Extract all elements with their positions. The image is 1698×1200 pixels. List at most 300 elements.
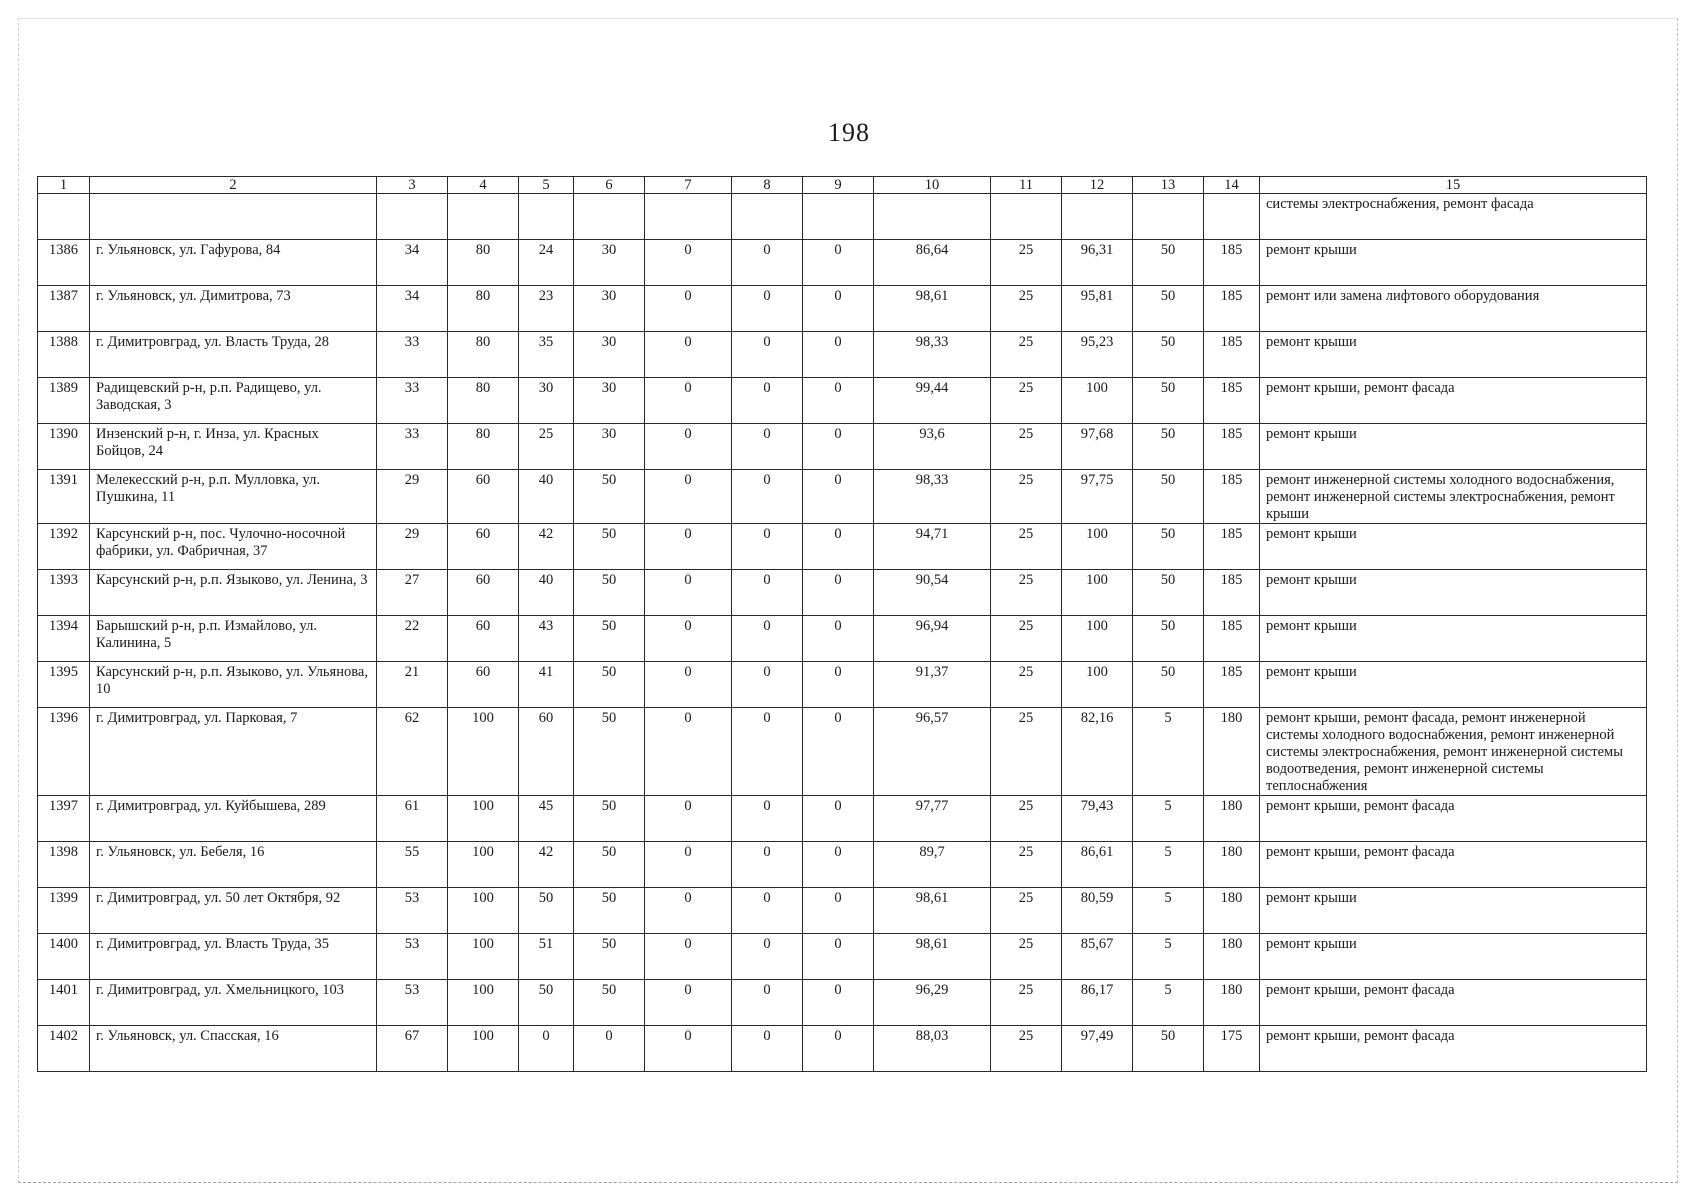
cell-value: 97,68 [1062, 424, 1133, 470]
cell-value: 0 [732, 470, 803, 524]
cell-value: 0 [732, 424, 803, 470]
cell-value: 0 [803, 240, 874, 286]
cell-value: 0 [732, 796, 803, 842]
cell-value: 34 [377, 286, 448, 332]
column-header: 6 [574, 177, 645, 194]
cell-value: 27 [377, 570, 448, 616]
cell-value: 100 [1062, 570, 1133, 616]
address-cell: Карсунский р-н, пос. Чулочно-носочной фабрики, ул. Фабричная, 37 [90, 524, 377, 570]
cell-value: 25 [991, 796, 1062, 842]
cell-value: 100 [448, 796, 519, 842]
table-row [38, 570, 1647, 616]
works-cell: ремонт крыши [1260, 524, 1647, 570]
cell-value: 0 [732, 616, 803, 662]
cell-value: 50 [574, 470, 645, 524]
cell-value: 180 [1204, 980, 1260, 1026]
cell-value: 88,03 [874, 1026, 991, 1072]
cell-value: 96,31 [1062, 240, 1133, 286]
cell-value: 29 [377, 470, 448, 524]
cell-value: 40 [519, 470, 574, 524]
cell-value: 50 [1133, 332, 1204, 378]
table-row [38, 332, 1647, 378]
cell-value: 0 [645, 796, 732, 842]
cell-value: 97,77 [874, 796, 991, 842]
row-number-cell: 1402 [38, 1026, 90, 1072]
cell-value: 95,81 [1062, 286, 1133, 332]
cell-value: 60 [448, 470, 519, 524]
cell-value: 60 [448, 662, 519, 708]
works-cell: ремонт крыши, ремонт фасада [1260, 378, 1647, 424]
works-cell: ремонт или замена лифтового оборудования [1260, 286, 1647, 332]
cell-value: 0 [574, 1026, 645, 1072]
works-cell: ремонт крыши [1260, 424, 1647, 470]
cell-value: 35 [519, 332, 574, 378]
cell-value: 50 [574, 708, 645, 796]
cell-value: 50 [574, 796, 645, 842]
cell-value: 0 [803, 616, 874, 662]
cell-value: 50 [1133, 424, 1204, 470]
cell-value: 50 [519, 888, 574, 934]
cell-value: 97,75 [1062, 470, 1133, 524]
table-body [38, 194, 1647, 1072]
cell-value: 93,6 [874, 424, 991, 470]
cell-value: 79,43 [1062, 796, 1133, 842]
cell-value: 80 [448, 240, 519, 286]
cell-value: 0 [803, 378, 874, 424]
cell-value: 0 [803, 1026, 874, 1072]
cell-value: 100 [448, 980, 519, 1026]
cell-value: 25 [991, 662, 1062, 708]
table-row [38, 888, 1647, 934]
cell-value: 33 [377, 332, 448, 378]
cell-value: 82,16 [1062, 708, 1133, 796]
cell-value: 43 [519, 616, 574, 662]
cell-value: 180 [1204, 842, 1260, 888]
cell-value: 50 [574, 524, 645, 570]
register-table [37, 176, 1647, 1072]
table-row [38, 240, 1647, 286]
cell-value: 80,59 [1062, 888, 1133, 934]
cell-value: 25 [991, 934, 1062, 980]
works-cell: ремонт крыши [1260, 662, 1647, 708]
address-cell: г. Димитровград, ул. Хмельницкого, 103 [90, 980, 377, 1026]
cell-value: 50 [1133, 378, 1204, 424]
cell-value: 50 [574, 616, 645, 662]
cell-value [732, 194, 803, 240]
cell-value: 41 [519, 662, 574, 708]
table-row [38, 662, 1647, 708]
address-cell: г. Димитровград, ул. 50 лет Октября, 92 [90, 888, 377, 934]
cell-value: 25 [991, 708, 1062, 796]
cell-value: 0 [803, 470, 874, 524]
cell-value: 185 [1204, 524, 1260, 570]
cell-value: 86,64 [874, 240, 991, 286]
table-row [38, 194, 1647, 240]
cell-value: 185 [1204, 240, 1260, 286]
table-row [38, 424, 1647, 470]
cell-value: 61 [377, 796, 448, 842]
cell-value: 25 [519, 424, 574, 470]
table-header [38, 177, 1647, 194]
address-cell: Инзенский р-н, г. Инза, ул. Красных Бойцов, 24 [90, 424, 377, 470]
row-number-cell: 1399 [38, 888, 90, 934]
cell-value: 98,61 [874, 286, 991, 332]
table-row [38, 616, 1647, 662]
column-header: 11 [991, 177, 1062, 194]
cell-value: 50 [574, 662, 645, 708]
cell-value: 0 [645, 470, 732, 524]
column-header: 5 [519, 177, 574, 194]
cell-value: 5 [1133, 842, 1204, 888]
column-header: 8 [732, 177, 803, 194]
cell-value: 0 [732, 1026, 803, 1072]
column-header: 10 [874, 177, 991, 194]
cell-value: 0 [732, 240, 803, 286]
cell-value: 50 [574, 934, 645, 980]
cell-value: 23 [519, 286, 574, 332]
cell-value: 42 [519, 842, 574, 888]
works-cell: системы электроснабжения, ремонт фасада [1260, 194, 1647, 240]
address-cell: Барышский р-н, р.п. Измайлово, ул. Калинина, 5 [90, 616, 377, 662]
column-header: 3 [377, 177, 448, 194]
cell-value: 0 [645, 332, 732, 378]
cell-value: 80 [448, 286, 519, 332]
address-cell: г. Димитровград, ул. Куйбышева, 289 [90, 796, 377, 842]
cell-value: 30 [574, 286, 645, 332]
row-number-cell: 1400 [38, 934, 90, 980]
table-row [38, 934, 1647, 980]
cell-value: 25 [991, 424, 1062, 470]
cell-value: 30 [574, 240, 645, 286]
cell-value [874, 194, 991, 240]
cell-value: 51 [519, 934, 574, 980]
cell-value [645, 194, 732, 240]
cell-value: 96,29 [874, 980, 991, 1026]
table-row [38, 708, 1647, 796]
column-header: 7 [645, 177, 732, 194]
cell-value: 25 [991, 286, 1062, 332]
row-number-cell: 1398 [38, 842, 90, 888]
cell-value [519, 194, 574, 240]
cell-value: 0 [645, 570, 732, 616]
cell-value: 60 [448, 616, 519, 662]
row-number-cell: 1394 [38, 616, 90, 662]
cell-value: 91,37 [874, 662, 991, 708]
page-number: 198 [828, 118, 870, 147]
cell-value: 25 [991, 888, 1062, 934]
address-cell: Карсунский р-н, р.п. Языково, ул. Ульянова, 10 [90, 662, 377, 708]
cell-value: 0 [645, 616, 732, 662]
cell-value [803, 194, 874, 240]
cell-value: 0 [803, 332, 874, 378]
row-number-cell: 1393 [38, 570, 90, 616]
row-number-cell: 1386 [38, 240, 90, 286]
row-number-cell: 1396 [38, 708, 90, 796]
cell-value: 185 [1204, 662, 1260, 708]
cell-value: 33 [377, 424, 448, 470]
cell-value: 180 [1204, 934, 1260, 980]
cell-value: 0 [645, 424, 732, 470]
cell-value: 5 [1133, 888, 1204, 934]
cell-value: 50 [1133, 570, 1204, 616]
cell-value: 30 [574, 378, 645, 424]
address-cell: Радищевский р-н, р.п. Радищево, ул. Заводская, 3 [90, 378, 377, 424]
cell-value: 80 [448, 424, 519, 470]
cell-value: 0 [645, 980, 732, 1026]
cell-value [377, 194, 448, 240]
cell-value: 90,54 [874, 570, 991, 616]
table-row [38, 470, 1647, 524]
cell-value: 98,33 [874, 470, 991, 524]
column-header: 4 [448, 177, 519, 194]
cell-value: 50 [574, 570, 645, 616]
cell-value: 0 [732, 980, 803, 1026]
cell-value: 0 [645, 378, 732, 424]
cell-value: 50 [1133, 662, 1204, 708]
cell-value [574, 194, 645, 240]
cell-value: 0 [803, 888, 874, 934]
cell-value: 85,67 [1062, 934, 1133, 980]
row-number-cell: 1390 [38, 424, 90, 470]
cell-value: 0 [803, 286, 874, 332]
cell-value: 0 [732, 708, 803, 796]
cell-value: 25 [991, 240, 1062, 286]
works-cell: ремонт инженерной системы холодного водоснабжения, ремонт инженерной системы электроснабжения, ремонт крыши [1260, 470, 1647, 524]
table-row [38, 796, 1647, 842]
row-number-cell: 1391 [38, 470, 90, 524]
cell-value: 34 [377, 240, 448, 286]
cell-value: 175 [1204, 1026, 1260, 1072]
cell-value: 25 [991, 980, 1062, 1026]
cell-value: 100 [1062, 616, 1133, 662]
table-row [38, 842, 1647, 888]
cell-value: 0 [519, 1026, 574, 1072]
cell-value: 0 [732, 570, 803, 616]
cell-value: 50 [574, 888, 645, 934]
cell-value: 0 [645, 240, 732, 286]
cell-value: 0 [645, 286, 732, 332]
cell-value: 25 [991, 842, 1062, 888]
cell-value: 50 [1133, 286, 1204, 332]
cell-value: 0 [732, 842, 803, 888]
header-row [38, 177, 1647, 194]
cell-value: 98,61 [874, 934, 991, 980]
cell-value: 0 [645, 662, 732, 708]
cell-value [991, 194, 1062, 240]
cell-value: 60 [448, 570, 519, 616]
address-cell: г. Ульяновск, ул. Спасская, 16 [90, 1026, 377, 1072]
address-cell: г. Димитровград, ул. Власть Труда, 35 [90, 934, 377, 980]
cell-value: 50 [574, 980, 645, 1026]
cell-value: 42 [519, 524, 574, 570]
address-cell: г. Ульяновск, ул. Димитрова, 73 [90, 286, 377, 332]
address-cell [90, 194, 377, 240]
cell-value: 45 [519, 796, 574, 842]
cell-value: 0 [732, 286, 803, 332]
address-cell: г. Димитровград, ул. Власть Труда, 28 [90, 332, 377, 378]
cell-value: 30 [519, 378, 574, 424]
cell-value: 25 [991, 616, 1062, 662]
works-cell: ремонт крыши [1260, 570, 1647, 616]
cell-value: 25 [991, 470, 1062, 524]
cell-value: 80 [448, 378, 519, 424]
cell-value: 0 [803, 842, 874, 888]
cell-value: 50 [1133, 240, 1204, 286]
cell-value: 53 [377, 888, 448, 934]
row-number-cell [38, 194, 90, 240]
cell-value: 53 [377, 934, 448, 980]
cell-value: 0 [803, 796, 874, 842]
cell-value: 98,33 [874, 332, 991, 378]
table-row [38, 286, 1647, 332]
works-cell: ремонт крыши, ремонт фасада [1260, 796, 1647, 842]
cell-value: 0 [645, 708, 732, 796]
cell-value: 0 [732, 662, 803, 708]
row-number-cell: 1389 [38, 378, 90, 424]
cell-value: 0 [732, 378, 803, 424]
cell-value: 50 [1133, 1026, 1204, 1072]
cell-value: 33 [377, 378, 448, 424]
cell-value: 185 [1204, 378, 1260, 424]
cell-value: 53 [377, 980, 448, 1026]
cell-value: 80 [448, 332, 519, 378]
address-cell: Мелекесский р-н, р.п. Мулловка, ул. Пушкина, 11 [90, 470, 377, 524]
cell-value: 5 [1133, 708, 1204, 796]
cell-value: 0 [645, 888, 732, 934]
cell-value: 185 [1204, 470, 1260, 524]
works-cell: ремонт крыши [1260, 934, 1647, 980]
works-cell: ремонт крыши [1260, 888, 1647, 934]
cell-value: 0 [803, 524, 874, 570]
cell-value: 97,49 [1062, 1026, 1133, 1072]
cell-value: 50 [1133, 470, 1204, 524]
cell-value: 0 [732, 332, 803, 378]
cell-value: 180 [1204, 796, 1260, 842]
cell-value: 25 [991, 570, 1062, 616]
row-number-cell: 1392 [38, 524, 90, 570]
cell-value: 24 [519, 240, 574, 286]
column-header: 1 [38, 177, 90, 194]
table-row [38, 378, 1647, 424]
column-header: 12 [1062, 177, 1133, 194]
cell-value: 0 [645, 524, 732, 570]
cell-value: 67 [377, 1026, 448, 1072]
cell-value: 30 [574, 424, 645, 470]
cell-value: 185 [1204, 286, 1260, 332]
cell-value: 62 [377, 708, 448, 796]
column-header: 9 [803, 177, 874, 194]
cell-value: 96,57 [874, 708, 991, 796]
cell-value: 180 [1204, 888, 1260, 934]
cell-value: 100 [1062, 662, 1133, 708]
cell-value: 0 [803, 570, 874, 616]
works-cell: ремонт крыши, ремонт фасада [1260, 980, 1647, 1026]
cell-value: 100 [1062, 378, 1133, 424]
row-number-cell: 1395 [38, 662, 90, 708]
row-number-cell: 1388 [38, 332, 90, 378]
works-cell: ремонт крыши, ремонт фасада [1260, 1026, 1647, 1072]
cell-value: 0 [645, 842, 732, 888]
cell-value: 0 [732, 888, 803, 934]
cell-value: 50 [1133, 616, 1204, 662]
table-row [38, 980, 1647, 1026]
table-row [38, 524, 1647, 570]
cell-value: 30 [574, 332, 645, 378]
cell-value: 99,44 [874, 378, 991, 424]
cell-value: 89,7 [874, 842, 991, 888]
cell-value: 100 [448, 708, 519, 796]
works-cell: ремонт крыши, ремонт фасада [1260, 842, 1647, 888]
cell-value: 60 [519, 708, 574, 796]
cell-value: 100 [448, 842, 519, 888]
cell-value [1062, 194, 1133, 240]
cell-value: 95,23 [1062, 332, 1133, 378]
cell-value: 40 [519, 570, 574, 616]
works-cell: ремонт крыши [1260, 616, 1647, 662]
column-header: 2 [90, 177, 377, 194]
column-header: 13 [1133, 177, 1204, 194]
cell-value: 50 [574, 842, 645, 888]
cell-value: 25 [991, 378, 1062, 424]
cell-value: 96,94 [874, 616, 991, 662]
column-header: 14 [1204, 177, 1260, 194]
works-cell: ремонт крыши [1260, 240, 1647, 286]
cell-value: 94,71 [874, 524, 991, 570]
cell-value: 185 [1204, 332, 1260, 378]
cell-value: 100 [448, 934, 519, 980]
cell-value: 21 [377, 662, 448, 708]
cell-value [1133, 194, 1204, 240]
column-header: 15 [1260, 177, 1647, 194]
cell-value: 50 [1133, 524, 1204, 570]
cell-value: 0 [803, 424, 874, 470]
cell-value: 0 [645, 934, 732, 980]
row-number-cell: 1397 [38, 796, 90, 842]
cell-value: 98,61 [874, 888, 991, 934]
cell-value: 0 [732, 524, 803, 570]
table-row [38, 1026, 1647, 1072]
cell-value: 5 [1133, 796, 1204, 842]
address-cell: г. Ульяновск, ул. Гафурова, 84 [90, 240, 377, 286]
cell-value: 0 [803, 934, 874, 980]
cell-value: 22 [377, 616, 448, 662]
address-cell: г. Ульяновск, ул. Бебеля, 16 [90, 842, 377, 888]
cell-value: 86,61 [1062, 842, 1133, 888]
cell-value: 25 [991, 1026, 1062, 1072]
cell-value: 100 [448, 1026, 519, 1072]
cell-value: 180 [1204, 708, 1260, 796]
cell-value: 25 [991, 524, 1062, 570]
cell-value: 50 [519, 980, 574, 1026]
cell-value: 25 [991, 332, 1062, 378]
cell-value: 100 [1062, 524, 1133, 570]
cell-value: 0 [803, 708, 874, 796]
row-number-cell: 1401 [38, 980, 90, 1026]
cell-value: 0 [732, 934, 803, 980]
cell-value: 55 [377, 842, 448, 888]
cell-value: 29 [377, 524, 448, 570]
cell-value: 0 [803, 980, 874, 1026]
address-cell: г. Димитровград, ул. Парковая, 7 [90, 708, 377, 796]
cell-value: 185 [1204, 424, 1260, 470]
cell-value: 5 [1133, 934, 1204, 980]
cell-value: 0 [645, 1026, 732, 1072]
cell-value: 0 [803, 662, 874, 708]
cell-value [1204, 194, 1260, 240]
cell-value: 185 [1204, 616, 1260, 662]
works-cell: ремонт крыши, ремонт фасада, ремонт инженерной системы холодного водоснабжения, ремонт инженерной системы электроснабжения, ремонт инженерной системы водоотведения, ремонт инженерной системы теплоснабжения [1260, 708, 1647, 796]
cell-value [448, 194, 519, 240]
